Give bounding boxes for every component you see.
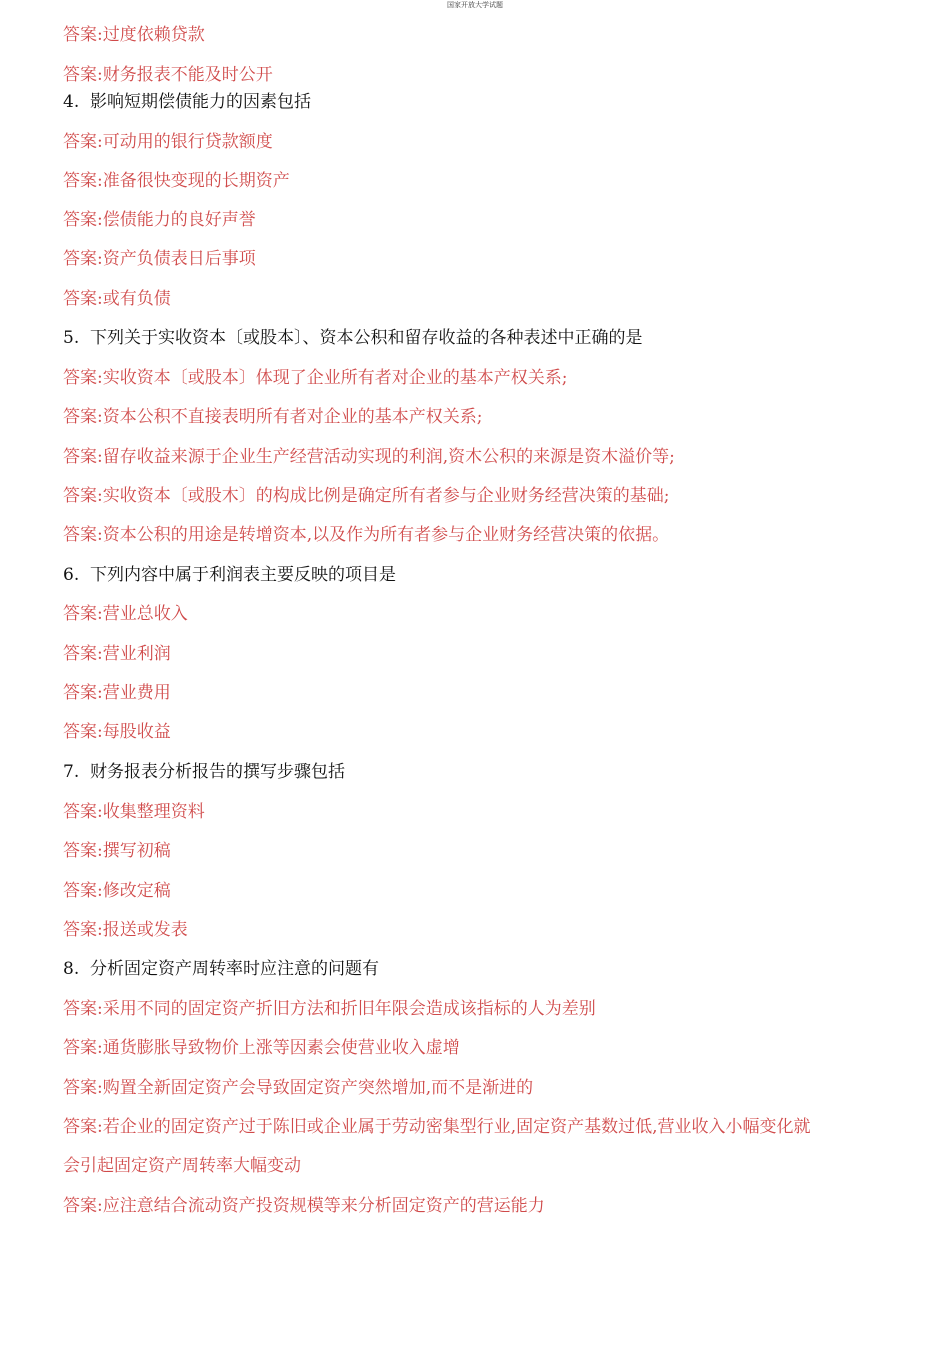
answer-line: 答案:偿债能力的良好声誉 bbox=[63, 210, 256, 230]
answer-line: 答案:若企业的固定资产过于陈旧或企业属于劳动密集型行业,固定资产基数过低,营业收入小幅变化就 bbox=[63, 1117, 811, 1137]
answer-line: 答案:采用不同的固定资产折旧方法和折旧年限会造成该指标的人为差别 bbox=[63, 999, 596, 1019]
question-number: 6. bbox=[63, 565, 80, 585]
question-text: 影响短期偿债能力的因素包括 bbox=[90, 92, 311, 112]
question-line bbox=[63, 958, 379, 980]
question-number: 5. bbox=[63, 328, 80, 348]
answer-line: 答案:购置全新固定资产会导致固定资产突然增加,而不是渐进的 bbox=[63, 1078, 534, 1098]
answer-line: 答案:营业利润 bbox=[63, 644, 171, 664]
answer-line: 答案:过度依赖贷款 bbox=[63, 25, 205, 45]
answer-line: 答案:营业总收入 bbox=[63, 604, 188, 624]
page-header: 国家开放大学试题 bbox=[447, 1, 503, 9]
answer-line: 答案:留存收益来源于企业生产经营活动实现的利润,资木公积的来源是资木溢价等; bbox=[63, 447, 675, 467]
answer-line: 答案:资本公积的用途是转增资本,以及作为所有者参与企业财务经营决策的依据。 bbox=[63, 525, 670, 545]
question-text: 下列内容中属于利润表主要反映的项目是 bbox=[90, 565, 396, 585]
answer-line: 答案:营业费用 bbox=[63, 683, 171, 703]
answer-line: 答案:准备很快变现的长期资产 bbox=[63, 171, 290, 191]
question-line bbox=[63, 91, 311, 113]
answer-line: 答案:资产负债表日后事项 bbox=[63, 249, 256, 269]
answer-line: 答案:可动用的银行贷款额度 bbox=[63, 132, 273, 152]
answer-line: 会引起固定资产周转率大幅变动 bbox=[63, 1156, 301, 1176]
answer-line: 答案:资本公积不直接表明所有者对企业的基本产权关系; bbox=[63, 407, 483, 427]
question-text: 下列关于实收资本〔或股本〕、资本公积和留存收益的各种表述中正确的是 bbox=[90, 328, 643, 348]
question-number: 7. bbox=[63, 762, 80, 782]
answer-line: 答案:报送或发表 bbox=[63, 920, 188, 940]
answer-line: 答案:通货膨胀导致物价上涨等因素会使营业收入虚增 bbox=[63, 1038, 460, 1058]
answer-line: 答案:修改定稿 bbox=[63, 881, 171, 901]
question-number: 4. bbox=[63, 92, 80, 112]
answer-line: 答案:每股收益 bbox=[63, 722, 171, 742]
question-text: 财务报表分析报告的撰写步骤包括 bbox=[90, 762, 345, 782]
answer-line: 答案:实收资本〔或股本〕体现了企业所有者对企业的基本产权关系; bbox=[63, 368, 568, 388]
answer-line: 答案:实收资本〔或股木〕的构成比例是确定所有者参与企业财务经营决策的基础; bbox=[63, 486, 670, 506]
question-line bbox=[63, 564, 396, 586]
question-text: 分析固定资产周转率时应注意的问题有 bbox=[90, 959, 379, 979]
answer-line: 答案:应注意结合流动资产投资规模等来分析固定资产的营运能力 bbox=[63, 1196, 545, 1216]
question-line bbox=[63, 761, 345, 783]
answer-line: 答案:撰写初稿 bbox=[63, 841, 171, 861]
question-number: 8. bbox=[63, 959, 80, 979]
answer-line: 答案:财务报表不能及时公开 bbox=[63, 65, 273, 85]
question-line bbox=[63, 327, 643, 349]
answer-line: 答案:收集整理资料 bbox=[63, 802, 205, 822]
answer-line: 答案:或有负债 bbox=[63, 289, 171, 309]
